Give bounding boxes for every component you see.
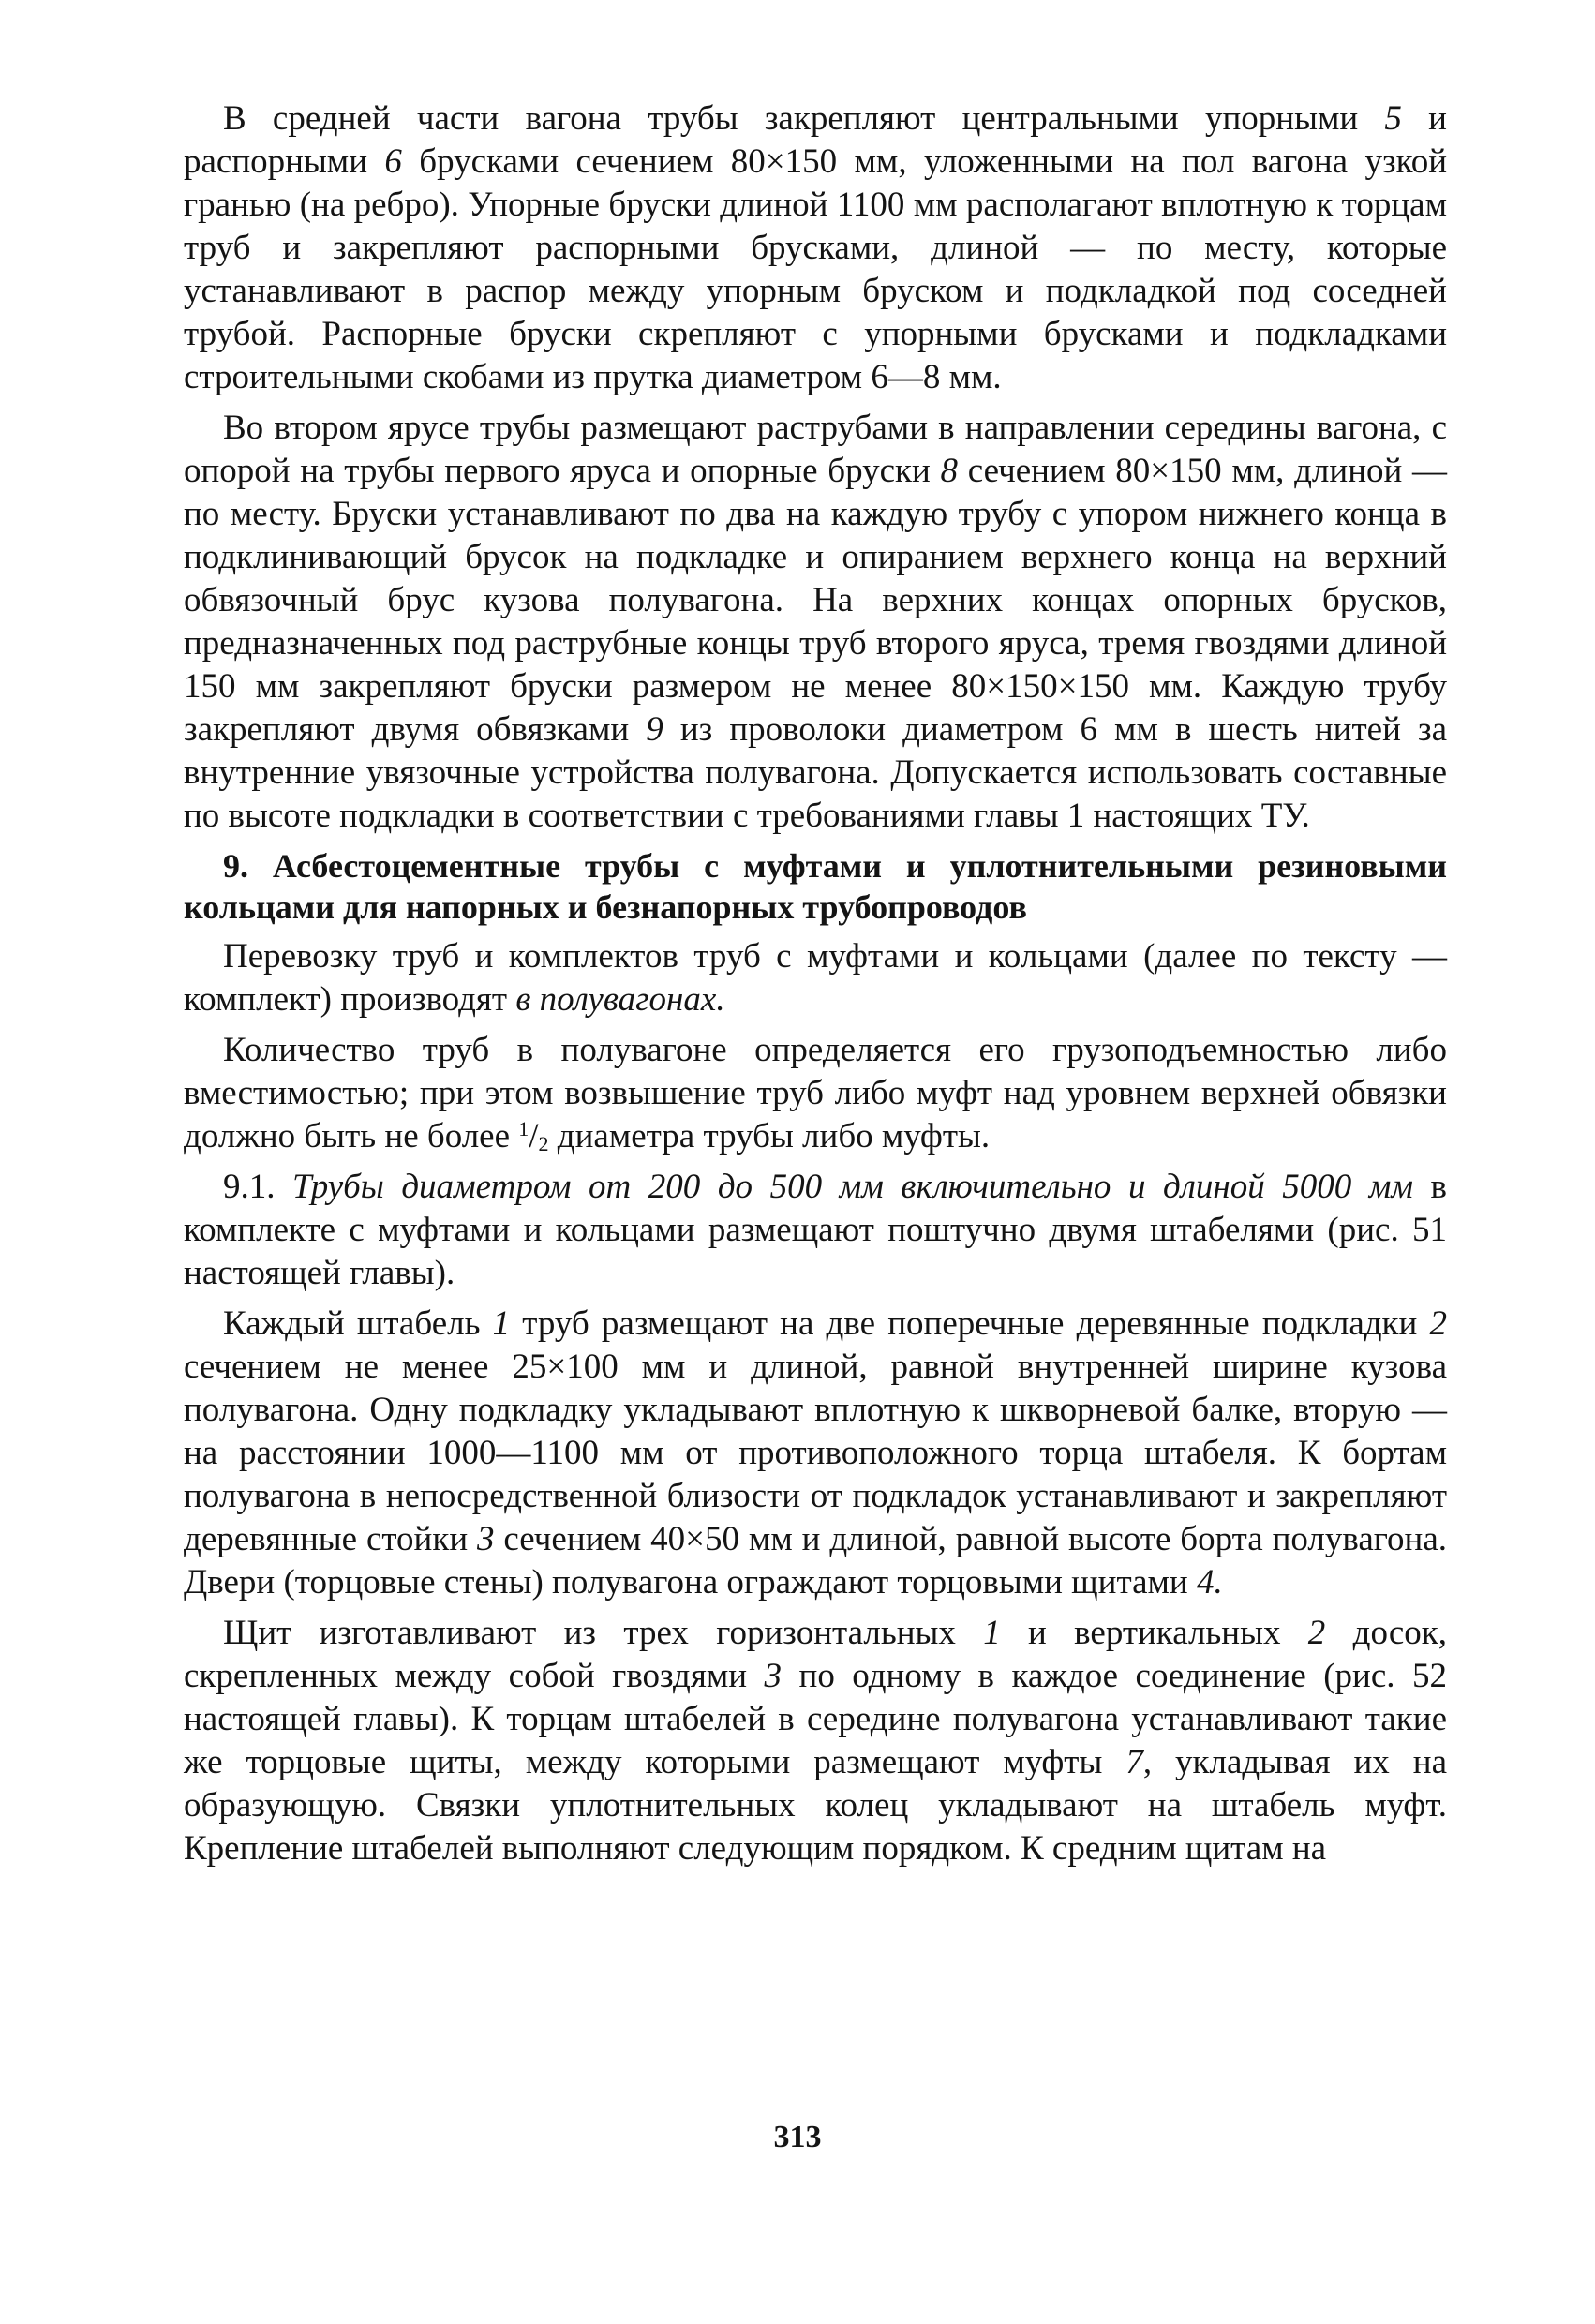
page-number: 313 [773, 2120, 822, 2154]
italic-run: 1 [983, 1614, 1001, 1652]
text-run: Каждый штабель [223, 1304, 493, 1343]
text-run: сечением 80×150 мм, длиной — по месту. Бруски устанавливают по два на каждую трубу с упором нижнего конца в подклинивающий брусок на подкладке и опиранием верхнего конца на верхний обвязочный брус кузова полувагона. На верхних концах опорных брусков, предназначенных под раструбные концы труб второго яруса, тремя гвоздями длиной 150 мм закрепляют бруски размером не менее 80×150×150 мм. Каждую трубу закрепляют двумя обвязками [184, 452, 1447, 749]
italic-run: 5 [1384, 99, 1402, 138]
text-run: 9.1. [223, 1168, 293, 1206]
text-run: из проволоки диаметром 6 мм в шесть нитей за внутренние увязочные устройства полувагона. Допускается использовать составные по высоте подкладки в соответствии с требованиями главы 1 настоящих ТУ. [184, 710, 1447, 835]
body-paragraph [184, 407, 1447, 838]
text-run: Перевозку труб и комплектов труб с муфтами и кольцами (далее по тексту — комплект) производят [184, 937, 1447, 1019]
italic-run: 3 [764, 1657, 783, 1695]
italic-run: 9 [646, 710, 663, 749]
text-run: В средней части вагона трубы закрепляют центральными упорными [223, 99, 1385, 138]
text-run: , укладывая их на образующую. Связки уплотнительных колец укладывают на штабель муфт. Крепление штабелей выполняют следующим порядком. К средним щитам на [184, 1743, 1447, 1868]
body-paragraph [184, 935, 1447, 1021]
text-run: по одному в каждое соединение (рис. 52 настоящей главы). К торцам штабелей в середине полувагона устанавливают такие же торцовые щиты, между которыми размещают муфты [184, 1657, 1447, 1781]
italic-run: 6 [384, 142, 402, 181]
body-paragraph [184, 1612, 1447, 1870]
text-run: и распорными [184, 99, 1447, 181]
fraction-denominator: 2 [538, 1132, 549, 1155]
text-run: труб размещают на две поперечные деревянные подкладки [510, 1304, 1430, 1343]
fraction: $^1/_2$ [518, 1117, 549, 1155]
italic-run: 2 [1429, 1304, 1448, 1343]
italic-run: Трубы диаметром от 200 до 500 мм включительно и длиной 5000 мм [292, 1168, 1413, 1206]
text-run: брусками сечением 80×150 мм, уложенными на пол вагона узкой гранью (на ребро). Упорные бруски длиной 1100 мм располагают вплотную к торцам труб и закрепляют распорными брусками, длиной — по месту, которые устанавливают в распор между упорным бруском и подкладкой под соседней трубой. Распорные бруски скрепляют с упорными брусками и подкладками строительными скобами из прутка диаметром 6—8 мм. [184, 142, 1447, 396]
body-paragraph [184, 97, 1447, 399]
section-heading: 9. Асбестоцементные трубы с муфтами и уплотнительными резиновыми кольцами для напорных и безнапорных трубопроводов [184, 847, 1447, 926]
italic-run: 2 [1307, 1614, 1326, 1652]
italic-run: 8 [940, 452, 959, 490]
text-run: Во втором ярусе трубы размещают раструбами в направлении середины вагона, с опорой на трубы первого яруса и опорные бруски [184, 409, 1447, 490]
italic-run: 7 [1125, 1743, 1143, 1781]
italic-run: в полувагонах. [515, 980, 725, 1019]
italic-run: 3 [477, 1520, 495, 1558]
body-paragraph [184, 1029, 1447, 1158]
text-run: сечением 40×50 мм и длиной, равной высоте борта полувагона. Двери (торцовые стены) полувагона ограждают торцовыми щитами [184, 1520, 1447, 1601]
text-run: и вертикальных [1000, 1614, 1308, 1652]
text-run: Количество труб в полувагоне определяется его грузоподъемностью либо вместимостью; при этом возвышение труб либо муфт над уровнем верхней обвязки должно быть не более [184, 1031, 1447, 1155]
body-paragraph [184, 1166, 1447, 1295]
italic-run: 1 [492, 1304, 511, 1343]
italic-run: 4. [1197, 1563, 1223, 1601]
text-run: в комплекте с муфтами и кольцами размещают поштучно двумя штабелями (рис. 51 настоящей главы). [184, 1168, 1447, 1292]
body-paragraph [184, 1303, 1447, 1604]
text-run: досок, скрепленных между собой гвоздями [184, 1614, 1448, 1695]
body-text [184, 97, 1447, 1870]
text-run: диаметра трубы либо муфты. [548, 1117, 991, 1155]
fraction-numerator: 1 [518, 1117, 529, 1140]
text-run: сечением не менее 25×100 мм и длиной, равной внутренней ширине кузова полувагона. Одну подкладку укладывают вплотную к шкворневой балке, вторую — на расстоянии 1000—1100 мм от противоположного торца штабеля. К бортам полувагона в непосредственной близости от подкладок устанавливают и закрепляют деревянные стойки [184, 1348, 1447, 1558]
text-run: Щит изготавливают из трех горизонтальных [223, 1614, 984, 1652]
